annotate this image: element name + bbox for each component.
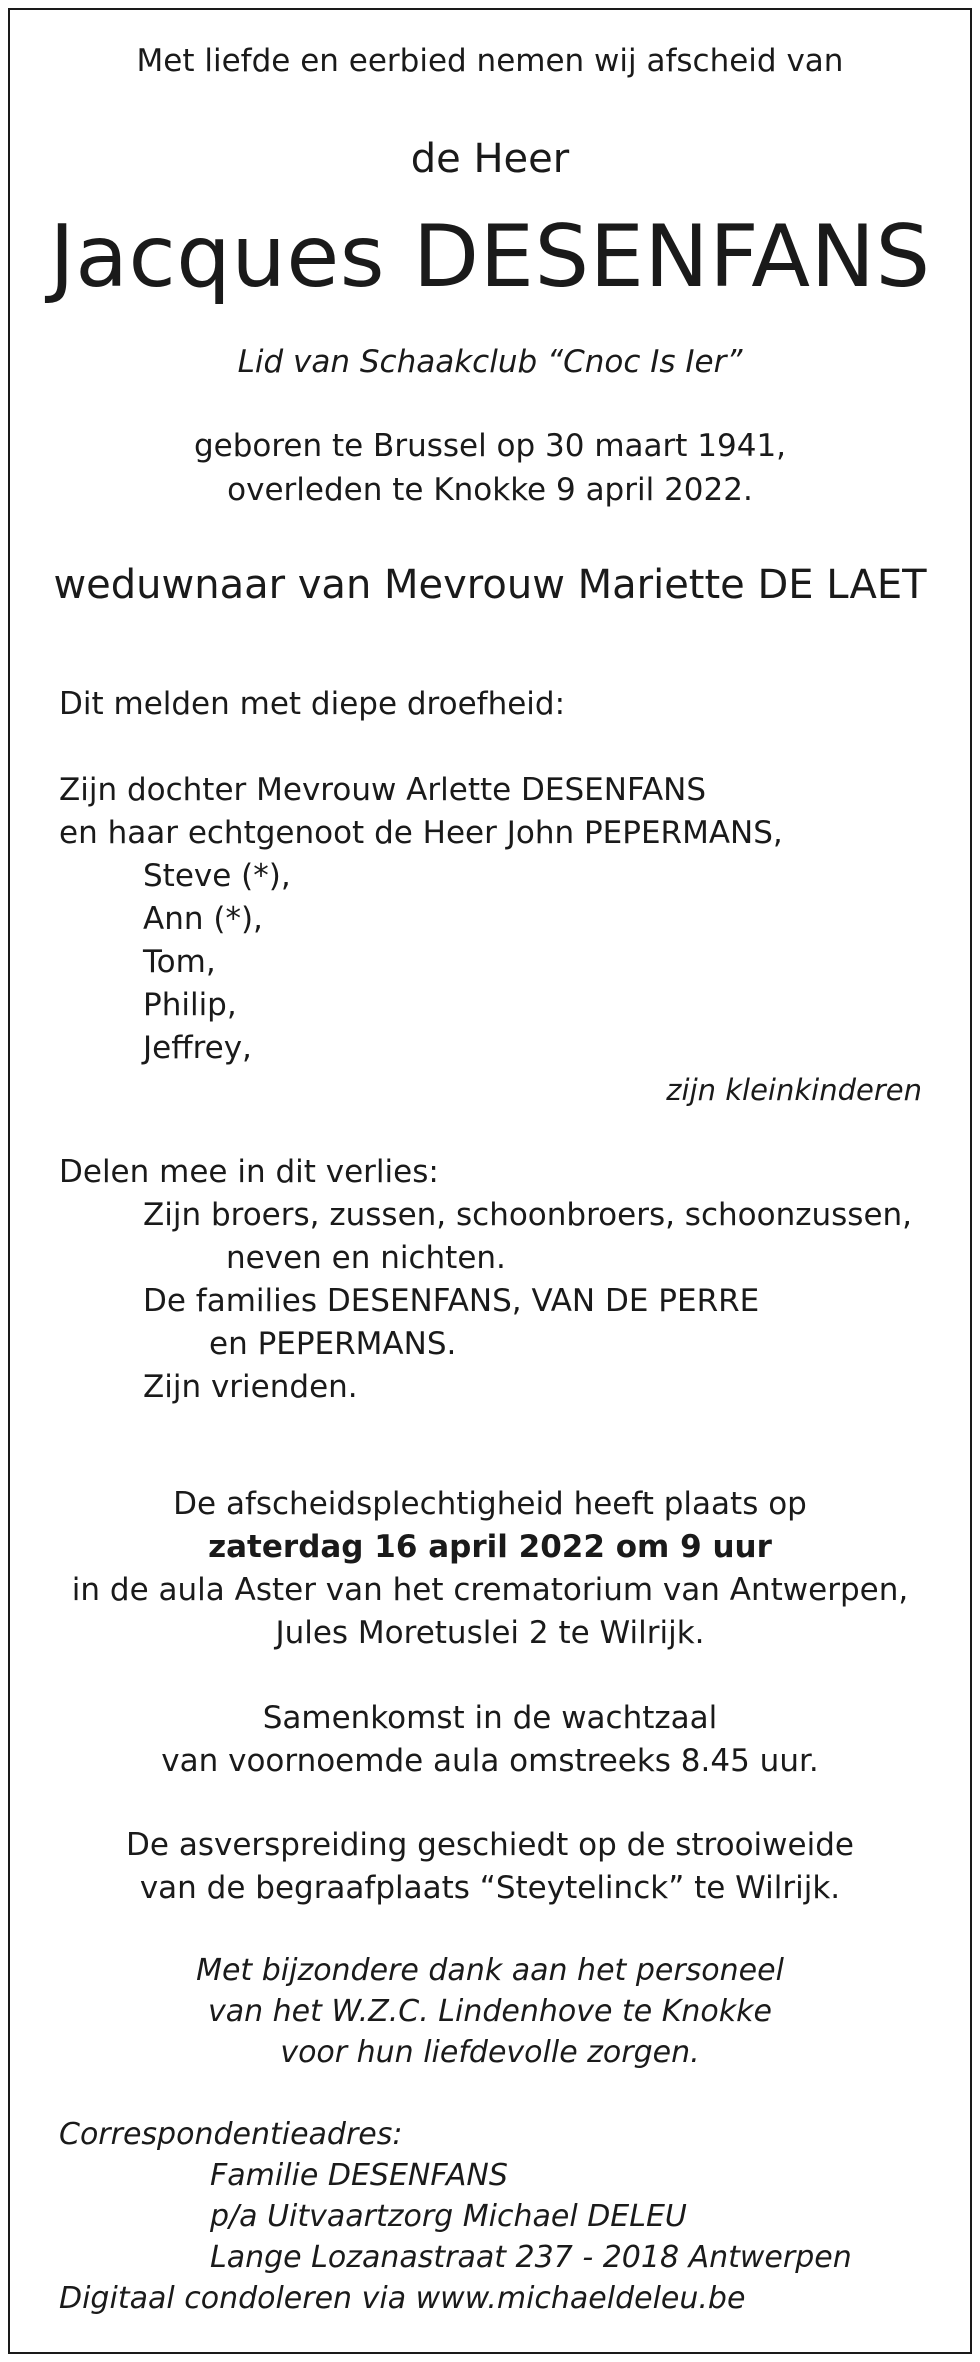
correspondence-line: p/a Uitvaartzorg Michael DELEU [210, 2199, 687, 2234]
grandchildren-label: zijn kleinkinderen [666, 1073, 922, 1107]
thanks-line: voor hun liefdevolle zorgen. [280, 2035, 700, 2070]
intro-text: Met liefde en eerbied nemen wij afscheid van [136, 43, 844, 79]
gathering-time: van voornoemde aula omstreeks 8.45 uur. [161, 1743, 819, 1779]
gathering-text: Samenkomst in de wachtzaal [262, 1700, 718, 1736]
families-text: De families DESENFANS, VAN DE PERRE [143, 1283, 760, 1319]
ceremony-address: Jules Moretuslei 2 te Wilrijk. [275, 1615, 705, 1651]
membership-text: Lid van Schaakclub “Cnoc Is Ier” [237, 344, 743, 380]
spouse-text: en haar echtgenoot de Heer John PEPERMANS, [59, 815, 783, 851]
thanks-line: Met bijzondere dank aan het personeel [196, 1953, 784, 1988]
siblings-text-cont: neven en nichten. [226, 1240, 506, 1276]
widower-text: weduwnaar van Mevrouw Mariette DE LAET [53, 562, 927, 608]
death-text: overleden te Knokke 9 april 2022. [227, 472, 753, 508]
ceremony-location: in de aula Aster van het crematorium van Antwerpen, [71, 1572, 909, 1608]
grandchild-item: Philip, [143, 987, 237, 1023]
ceremony-date: zaterdag 16 april 2022 om 9 uur [208, 1529, 772, 1565]
grandchild-item: Tom, [143, 944, 216, 980]
grandchild-item: Steve (*), [143, 858, 291, 894]
announce-text: Dit melden met diepe droefheid: [59, 686, 566, 722]
thanks-line: van het W.Z.C. Lindenhove te Knokke [207, 1994, 772, 2029]
honorific: de Heer [410, 136, 570, 182]
daughter-text: Zijn dochter Mevrouw Arlette DESENFANS [59, 772, 707, 808]
deceased-name: Jacques DESENFANS [49, 207, 931, 307]
friends-text: Zijn vrienden. [143, 1369, 358, 1405]
correspondence-label: Correspondentieadres: [59, 2117, 403, 2152]
families-text-cont: en PEPERMANS. [209, 1326, 457, 1362]
ashes-text: De asverspreiding geschiedt op de strooiweide [126, 1827, 854, 1863]
ceremony-text: De afscheidsplechtigheid heeft plaats op [173, 1486, 807, 1522]
birth-text: geboren te Brussel op 30 maart 1941, [193, 428, 787, 464]
ashes-place: van de begraafplaats “Steytelinck” te Wilrijk. [139, 1870, 841, 1906]
grandchild-item: Ann (*), [143, 901, 263, 937]
grandchild-item: Jeffrey, [143, 1030, 252, 1066]
condolence-link: Digitaal condoleren via www.michaeldeleu.be [59, 2281, 746, 2316]
correspondence-line: Lange Lozanastraat 237 - 2018 Antwerpen [210, 2240, 852, 2275]
correspondence-line: Familie DESENFANS [210, 2158, 508, 2193]
mourners-heading: Delen mee in dit verlies: [59, 1154, 439, 1190]
siblings-text: Zijn broers, zussen, schoonbroers, schoonzussen, [143, 1197, 913, 1233]
